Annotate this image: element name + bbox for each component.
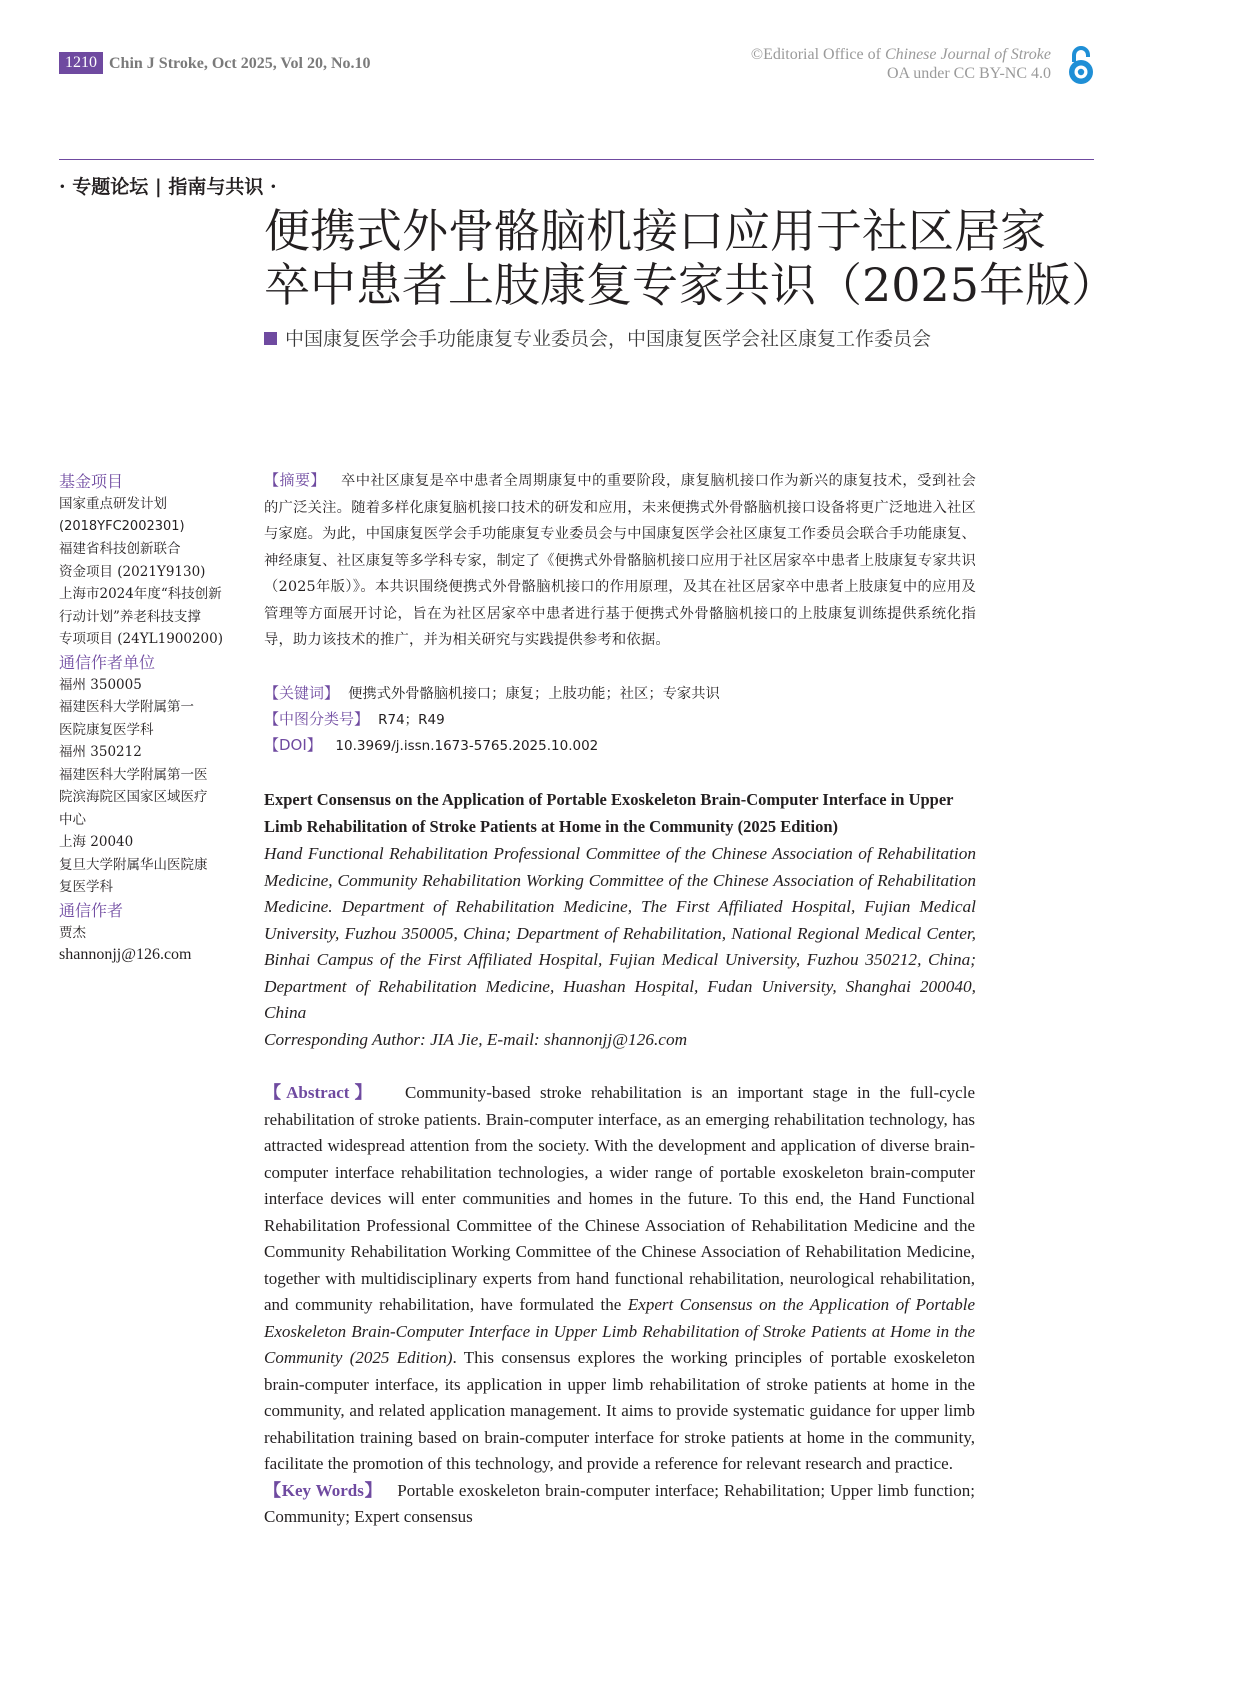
- keywords-text: 便携式外骨骼脑机接口；康复；上肢功能；社区；专家共识: [348, 686, 720, 702]
- doi-text: 10.3969/j.issn.1673-5765.2025.10.002: [335, 738, 599, 754]
- clc-text: R74；R49: [378, 712, 445, 728]
- funding-line: 上海市2024年度“科技创新: [59, 586, 222, 602]
- corresponding-author-en: Corresponding Author: JIA Jie, E-mail: shannonjj@126.com: [264, 1029, 688, 1049]
- abstract-text: 卒中社区康复是卒中患者全周期康复中的重要阶段，康复脑机接口作为新兴的康复技术，受到社会的广泛关注。随着多样化康复脑机接口技术的研发和应用，未来便携式外骨骼脑机接口设备将更广泛地进入社区与家庭。为此，中国康复医学会手功能康复专业委员会与中国康复医学会社区康复工作委员会联合手功能康复、神经康复、社区康复等多学科专家，制定了《便携式外骨骼脑机接口应用于社区居家卒中患者上肢康复专家共识（2025年版）》。本共识围绕便携式外骨骼脑机接口的作用原理，及其在社区居家卒中患者上肢康复中的应用及管理等方面展开讨论，旨在为社区居家卒中患者进行基于便携式外骨骼脑机接口的上肢康复训练提供系统化指导，助力该技术的推广，并为相关研究与实践提供参考和依据。: [264, 473, 976, 648]
- affiliations-text: Hand Functional Rehabilitation Professional Committee of the Chinese Association of Rehabilitation Medicine, Community Rehabilitation Working Committee of the Chinese Association of Rehabilitation Medicine. Department of Rehabilitation Medicine, The First Affiliated Hospital, Fujian Medical University, Fuzhou 350005, China; Department of Rehabilitation, National Regional Medical Center, Binhai Campus of the First Affiliated Hospital, Fujian Medical University, Fuzhou 350212, China; Department of Rehabilitation Medicine, Huashan Hospital, Fudan University, Shanghai 200040, China: [264, 844, 976, 1022]
- clc-row: [264, 708, 445, 729]
- english-keywords-text: Portable exoskeleton brain-computer interface; Rehabilitation; Upper limb function; Community; Expert consensus: [264, 1480, 976, 1526]
- journal-citation: Chin J Stroke, Oct 2025, Vol 20, No.10: [109, 55, 371, 72]
- english-keywords-label: 【Key Words】: [264, 1480, 383, 1500]
- doi-row: [264, 734, 598, 755]
- funding-line: 资金项目 (2021Y9130): [59, 563, 206, 580]
- affiliation-line: 福州 350005: [59, 676, 142, 693]
- english-keywords: [264, 1478, 975, 1531]
- english-abstract-body: [264, 1080, 975, 1478]
- affiliation-line: 上海 20040: [59, 834, 134, 850]
- english-affiliations: [264, 841, 976, 1053]
- funding-line: 福建省科技创新联合: [59, 541, 181, 557]
- author-committees-text: 中国康复医学会手功能康复专业委员会，中国康复医学会社区康复工作委员会: [285, 328, 932, 350]
- english-abstract-label: 【Abstract】: [264, 1083, 377, 1102]
- page-title: [264, 204, 1117, 312]
- abstract-label: 【摘要】: [264, 471, 326, 489]
- english-abstract: [264, 1080, 975, 1531]
- funding-line: 专项项目 (24YL1900200): [59, 631, 224, 647]
- square-bullet-icon: [264, 332, 277, 345]
- affiliation-heading: 通信作者单位: [59, 652, 156, 672]
- funding-line: (2018YFC2002301): [59, 518, 185, 534]
- affiliation-line: 中心: [59, 811, 86, 828]
- open-access-lock-icon: [1066, 45, 1096, 85]
- english-abstract-part1: Community-based stroke rehabilitation is an important stage in the full-cycle rehabilitation of stroke patients. Brain-computer interface, as an emerging rehabilitation technology, has attracted widespread attention from the society. With the development and application of diverse brain-computer interface rehabilitation technologies, a wider range of portable exoskeleton brain-computer interface devices will enter communities and homes in the future. To this end, the Hand Functional Rehabilitation Professional Committee of the Chinese Association of Rehabilitation Medicine and the Community Rehabilitation Working Committee of the Chinese Association of Rehabilitation Medicine, together with multidisciplinary experts from hand functional rehabilitation, neurological rehabilitation, and community rehabilitation, have formulated the: [264, 1083, 975, 1314]
- affiliation-line: 医院康复医学科: [59, 721, 154, 738]
- affiliation-line: 福建医科大学附属第一: [59, 699, 194, 715]
- affiliation-line: 福州 350212: [59, 744, 142, 760]
- title-line-2: 卒中患者上肢康复专家共识（2025年版）: [264, 258, 1118, 312]
- license-text: OA under CC BY-NC 4.0: [886, 65, 1051, 82]
- chinese-abstract: [264, 467, 976, 654]
- funding-heading: 基金项目: [59, 472, 124, 491]
- english-title: Expert Consensus on the Application of Portable Exoskeleton Brain-Computer Interface in Upper Limb Rehabilitation of Stroke Patients at Home in the Community (2025 Edition): [264, 790, 954, 836]
- keywords-label: 【关键词】: [264, 684, 340, 702]
- copyright-journal: Chinese Journal of Stroke: [884, 46, 1051, 63]
- corresponding-author-email: shannonjj@126.com: [59, 946, 192, 963]
- affiliation-line: 复旦大学附属华山医院康: [59, 856, 208, 873]
- sidebar: [59, 470, 234, 967]
- funding-line: 行动计划”养老科技支撑: [59, 608, 201, 625]
- doi-label: 【DOI】: [264, 736, 322, 754]
- english-abstract-italic-title: Expert Consensus on the Application of Portable Exoskeleton Brain-Computer Interface in Upper Limb Rehabilitation of Stroke Patients at Home in the Community (2025 Edition): [264, 1295, 976, 1367]
- section-label: · 专题论坛 | 指南与共识 ·: [59, 176, 277, 198]
- author-committees: [264, 324, 931, 351]
- copyright-prefix: ©Editorial Office of: [750, 46, 885, 63]
- affiliation-line: 复医学科: [59, 879, 113, 895]
- clc-label: 【中图分类号】: [264, 710, 370, 728]
- copyright-notice: [751, 45, 1051, 83]
- title-line-1: 便携式外骨骼脑机接口应用于社区居家: [264, 204, 1046, 258]
- corresponding-author-heading: 通信作者: [59, 900, 124, 920]
- corresponding-author-name: 贾杰: [59, 924, 86, 941]
- page-number: 1210: [59, 52, 103, 74]
- keywords-row: [264, 682, 720, 703]
- affiliation-line: 福建医科大学附属第一医: [59, 766, 208, 783]
- english-abstract-part2: . This consensus explores the working principles of portable exoskeleton brain-computer interface, its application in upper limb rehabilitation of stroke patients at home in the community, and related application management. It aims to provide systematic guidance for upper limb rehabilitation training based on brain-computer interface for stroke patients at home in the community, facilitate the promotion of this technology, and provide a reference for relevant research and practice.: [264, 1348, 975, 1473]
- header-rule: [59, 159, 1094, 160]
- funding-line: 国家重点研发计划: [59, 496, 167, 512]
- affiliation-line: 院滨海院区国家区域医疗: [59, 789, 208, 805]
